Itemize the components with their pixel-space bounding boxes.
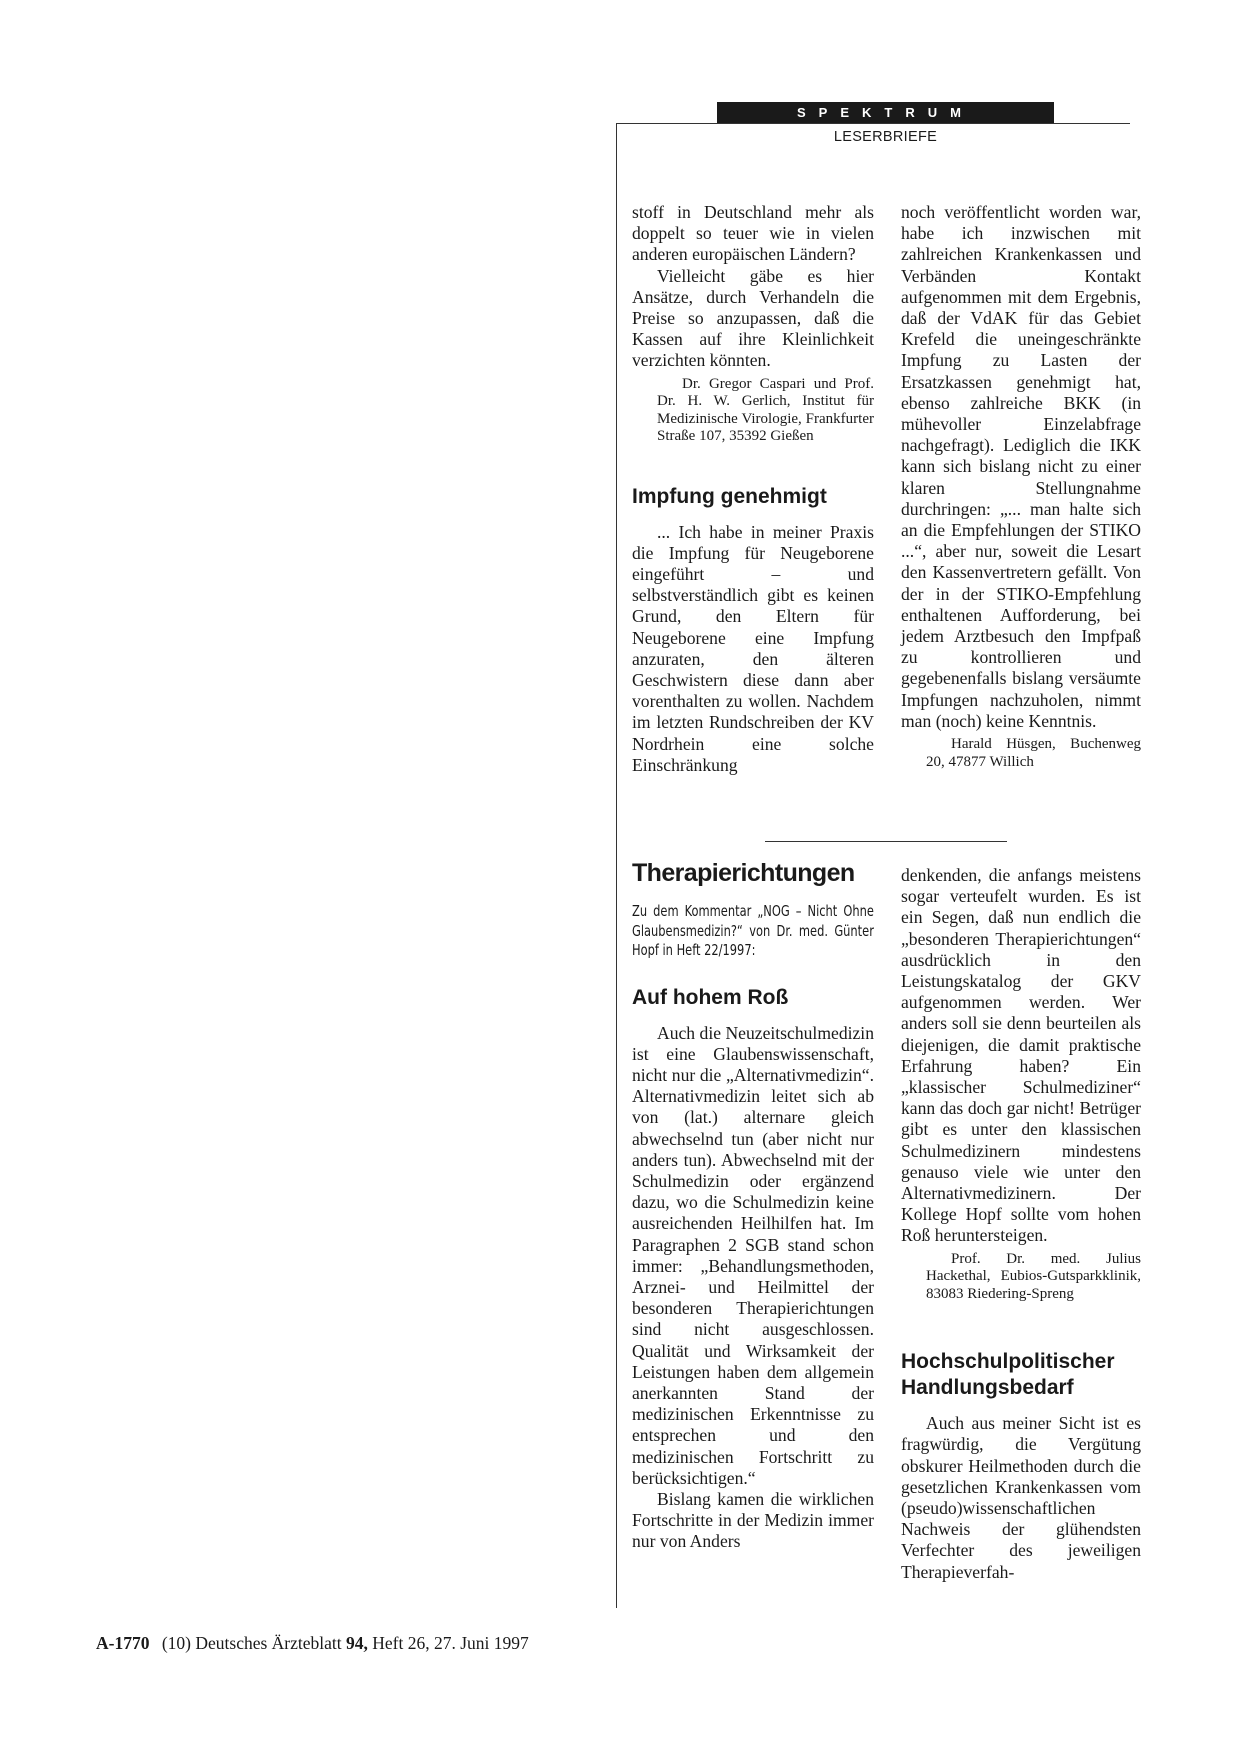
text-paragraph: ... Ich habe in meiner Praxis die Impfung für Neugeborene eingeführt – und selbstverständlich gibt es keinen Grund, den Eltern für Neugeborene eine Impfung anzuraten, den älteren Geschwistern diese dann aber vorenthalten zu wollen. Nachdem im letzten Rundschreiben der KV Nordrhein eine solche Einschränkung [632,521,874,775]
text-paragraph: stoff in Deutschland mehr als doppelt so teuer wie in vielen anderen europäischen Ländern? [632,202,874,265]
issue-info: Heft 26, 27. Juni 1997 [372,1633,529,1653]
signature: Prof. Dr. med. Julius Hackethal, Eubios-Gutsparkklinik, 83083 Riedering-Spreng [926,1250,1141,1302]
text-paragraph: noch veröffentlicht worden war, habe ich inzwischen mit zahlreichen Krankenkassen und Verbänden Kontakt aufgenommen mit dem Ergebnis, daß der VdAK für das Gebiet Krefeld die uneingeschränkte Impfung zu Lasten der Ersatzkassen genehmigt hat, ebenso zahlreiche BKK (in mühevoller Einzelabfrage nachgefragt). Lediglich die IKK kann sich bislang nicht zu einer klaren Stellungnahme durchringen: „... man halte sich an die Empfehlungen der STIKO ...“, aber nur, soweit die Lesart den Kassenvertretern gefällt. Von der in der STIKO-Empfehlung enthaltenen Aufforderung, bei jedem Arztbesuch den Impfpaß zu kontrollieren und gegebenenfalls bislang versäumte Impfungen nachzuholen, nimmt man (noch) keine Kenntnis. [901,202,1141,731]
section-title: Therapierichtungen [632,859,855,887]
text-paragraph: Auch aus meiner Sicht ist es fragwürdig, die Vergütung obskurer Heilmethoden durch die gesetzlichen Krankenkassen vom (pseudo)wissenschaftlichen Nachweis der glühendsten Verfechter des jeweiligen Therapieverfah- [901,1413,1141,1582]
header-rule [616,123,1130,124]
volume-number: 94, [346,1633,368,1653]
column-2-top [901,202,1141,771]
signature: Harald Hüsgen, Buchenweg 20, 47877 Willich [926,736,1141,770]
letter-heading: Impfung genehmigt [632,484,827,508]
letter-heading: Auf hohem Roß [632,985,789,1009]
page-footer [96,1633,529,1654]
column-1-top [632,202,874,776]
signature: Dr. Gregor Caspari und Prof. Dr. H. W. Gerlich, Institut für Medizinische Virologie, Frankfurter Straße 107, 35392 Gießen [657,375,874,445]
text-paragraph: Vielleicht gäbe es hier Ansätze, durch Verhandeln die Preise so anzupassen, daß die Kassen auf ihre Kleinlichkeit verzichten könnten. [632,265,874,371]
text-paragraph: Bislang kamen die wirklichen Fortschritte in der Medizin immer nur von Anders [632,1488,874,1552]
issue-prefix: (10) Deutsches Ärzteblatt [161,1633,342,1653]
column-1-bottom [632,858,874,1553]
section-banner: SPEKTRUM [717,102,1054,123]
letter-heading: Hochschulpolitischer Handlungsbedarf [901,1350,1115,1400]
column-rule-vertical [616,123,617,1608]
column-2-bottom [901,865,1141,1583]
page-code: A-1770 [96,1633,150,1653]
text-paragraph: Auch die Neuzeitschulmedizin ist eine Glaubenswissenschaft, nicht nur die „Alternativmedizin“. Alternativmedizin leitet sich ab von (lat.) alternare gleich abwechselnd tun (aber nicht nur anders tun). Abwechselnd mit der Schulmedizin oder ergänzend dazu, wo die Schulmedizin keine ausreichenden Heilhilfen hat. Im Paragraphen 2 SGB stand schon immer: „Behandlungsmethoden, Arznei- und Heilmittel der besonderen Therapierichtungen sind nicht ausgeschlossen. Qualität und Wirksamkeit der Leistungen haben dem allgemein anerkannten Stand der medizinischen Erkenntnisse zu entsprechen und den medizinischen Fortschritt zu berücksichtigen.“ [632,1022,874,1488]
text-paragraph: denkenden, die anfangs meistens sogar verteufelt wurden. Es ist ein Segen, daß nun endlich die „besonderen Therapierichtungen“ ausdrücklich in den Leistungskatalog der GKV aufgenommen werden. Wer anders soll sie denn beurteilen als diejenigen, die damit praktische Erfahrung haben? Ein „klassischer Schulmediziner“ kann das doch gar nicht! Betrüger gibt es unter den klassischen Schulmedizinern mindestens genauso viele wie unter den Alternativmedizinern. Der Kollege Hopf sollte vom hohen Roß heruntersteigen. [901,865,1141,1246]
subsection-label: LESERBRIEFE [833,129,938,145]
section-divider [765,841,1007,842]
article-reference: Zu dem Kommentar „NOG – Nicht Ohne Glaubensmedizin?“ von Dr. med. Günter Hopf in Heft 22/1997: [632,902,874,959]
